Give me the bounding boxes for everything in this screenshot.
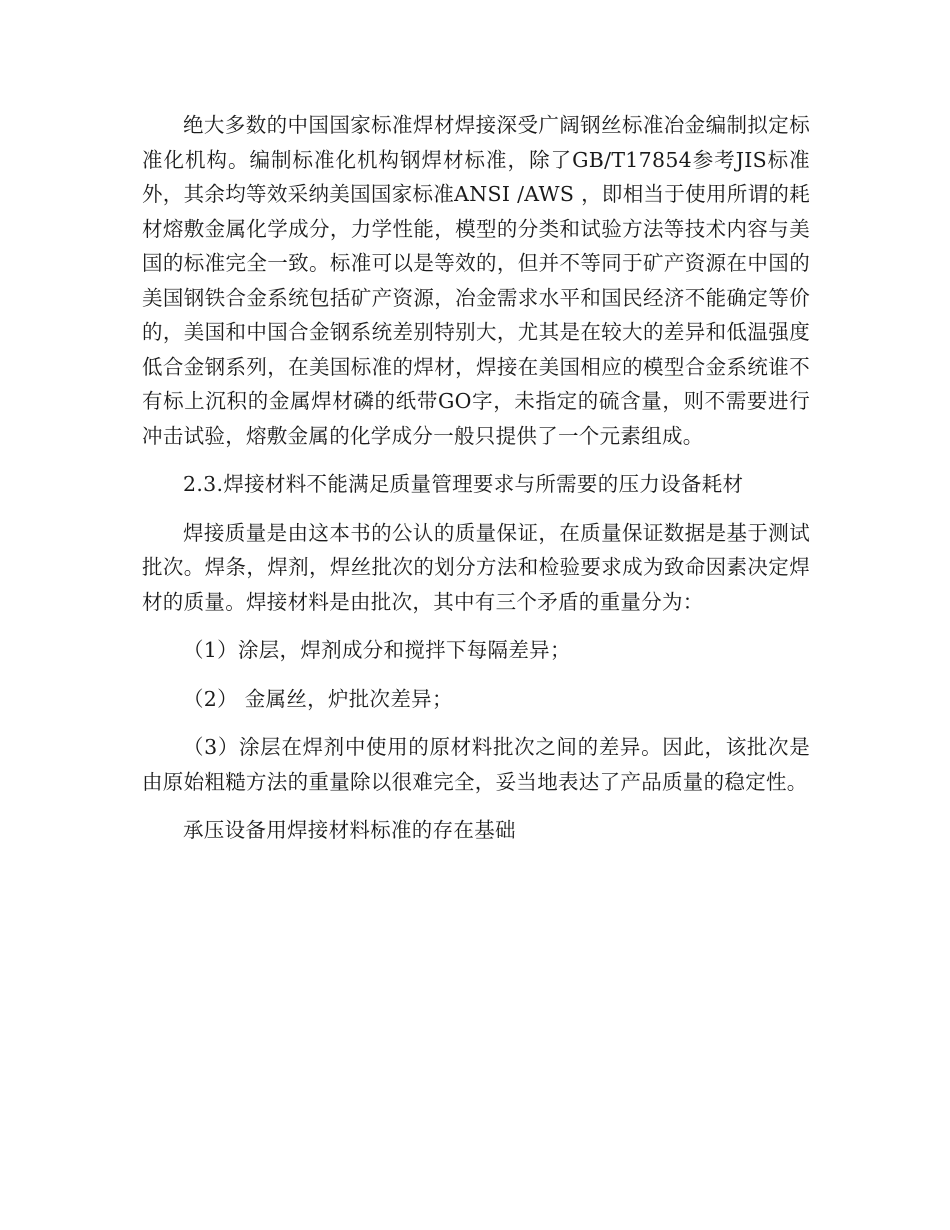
paragraph-quality-batches: 焊接质量是由这本书的公认的质量保证，在质量保证数据是基于测试批次。焊条，焊剂，焊丝批次的划分方法和检验要求成为致命因素决定焊材的质量。焊接材料是由批次，其中有三个矛盾的重量分为： <box>142 520 810 614</box>
list-item-2: （2） 金属丝，炉批次差异； <box>183 686 453 711</box>
section-heading-basis: 承压设备用焊接材料标准的存在基础 <box>183 818 516 842</box>
list-item-1: （1）涂层，焊剂成分和搅拌下每隔差异； <box>183 638 571 662</box>
section-heading-2-3: 2.3.焊接材料不能满足质量管理要求与所需要的压力设备耗材 <box>183 472 744 496</box>
document-body <box>142 108 810 848</box>
list-item-3: （3）涂层在焊剂中使用的原材料批次之间的差异。因此，该批次是由原始粗糙方法的重量除以很难完全，妥当地表达了产品质量的稳定性。 <box>142 735 810 794</box>
paragraph-standards-comparison: 绝大多数的中国国家标准焊材焊接深受广阔钢丝标准冶金编制拟定标准化机构。编制标准化机构钢焊材标准，除了GB/T17854参考JIS标准外，其余均等效采纳美国国家标准ANSI /AWS ，即相当于使用所谓的耗材熔敷金属化学成分，力学性能，模型的分类和试验方法等技术内容与美国的标准完全一致。标准可以是等效的，但并不等同于矿产资源在中国的美国钢铁合金系统包括矿产资源，冶金需求水平和国民经济不能确定等价的，美国和中国合金钢系统差别特别大，尤其是在较大的差异和低温强度低合金钢系列，在美国标准的焊材，焊接在美国相应的模型合金系统谁不有标上沉积的金属焊材磷的纸带GO字，未指定的硫含量，则不需要进行冲击试验，熔敷金属的化学成分一般只提供了一个元素组成。 <box>142 113 810 448</box>
